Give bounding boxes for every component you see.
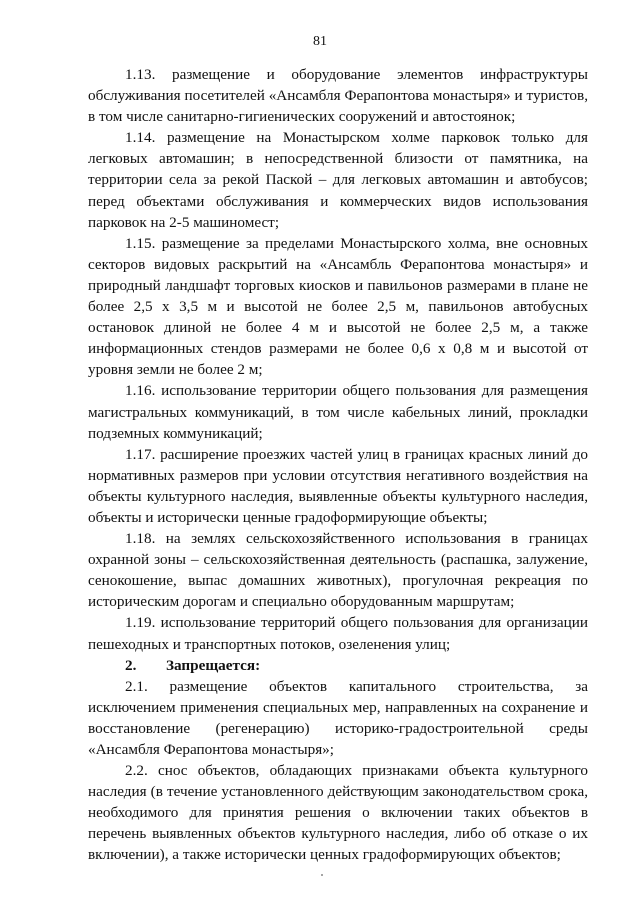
- paragraph-1-14: 1.14. размещение на Монастырском холме парковок только для легковых автомашин; в непосредственной близости от памятника, на территории села за рекой Паской – для легковых автомашин и автобусов; перед объектами обслуживания и коммерческих видов использования парковок на 2-5 машиномест;: [88, 129, 588, 231]
- paragraph-1-18: 1.18. на землях сельскохозяйственного использования в границах охранной зоны – сельскохозяйственная деятельность (распашка, залужение, сенокошение, выпас домашних животных), прогулочная рекреация по историческим дорогам и специально оборудованным маршрутам;: [88, 530, 588, 611]
- paragraph-1-17: 1.17. расширение проезжих частей улиц в границах красных линий до нормативных размеров при условии отсутствия негативного воздействия на объекты культурного наследия, выявленные объекты культурного наследия, объекты и исторически ценные градоформирующие объекты;: [88, 445, 588, 526]
- paragraph-2-1: 2.1. размещение объектов капитального строительства, за исключением применения специальных мер, направленных на сохранение и восстановление (регенерацию) историко-градостроительной среды «Ансамбля Ферапонтова монастыря»;: [88, 677, 588, 758]
- paragraph-1-19: 1.19. использование территорий общего пользования для организации пешеходных и транспортных потоков, озеленения улиц;: [88, 614, 588, 653]
- section-heading: [88, 655, 588, 676]
- paragraph-2-2: 2.2. снос объектов, обладающих признаками объекта культурного наследия (в течение установленного действующим законодательством срока, необходимого для принятия решения о включении таких объектов в перечень выявленных объектов культурного наследия, либо об отказе о их включении), а также исторически ценных градоформирующих объектов;: [88, 762, 588, 864]
- paragraph-1-16: 1.16. использование территории общего пользования для размещения магистральных коммуникаций, в том числе кабельных линий, прокладки подземных коммуникаций;: [88, 382, 588, 442]
- page-number: 81: [313, 34, 327, 49]
- section-number: 2.: [125, 656, 137, 674]
- paragraph-1-15: 1.15. размещение за пределами Монастырского холма, вне основных секторов видовых раскрытий на «Ансамбль Ферапонтова монастыря» и природный ландшафт торговых киосков и павильонов размерами в плане не более 2,5 х 3,5 м и высотой не более 2,5 м, павильонов автобусных остановок длиной не более 4 м и высотой не более 2,5 м, а также информационных стендов размерами не более 0,6 х 0,8 м и высотой от уровня земли не более 2 м;: [88, 234, 588, 379]
- document-body: [88, 64, 588, 866]
- paragraph-1-13: 1.13. размещение и оборудование элементов инфраструктуры обслуживания посетителей «Ансамбля Ферапонтова монастыря» и туристов, в том числе санитарно-гигиенических сооружений и автостоянок;: [88, 66, 588, 126]
- scan-artifact: [321, 874, 323, 876]
- section-title: Запрещается:: [166, 656, 261, 674]
